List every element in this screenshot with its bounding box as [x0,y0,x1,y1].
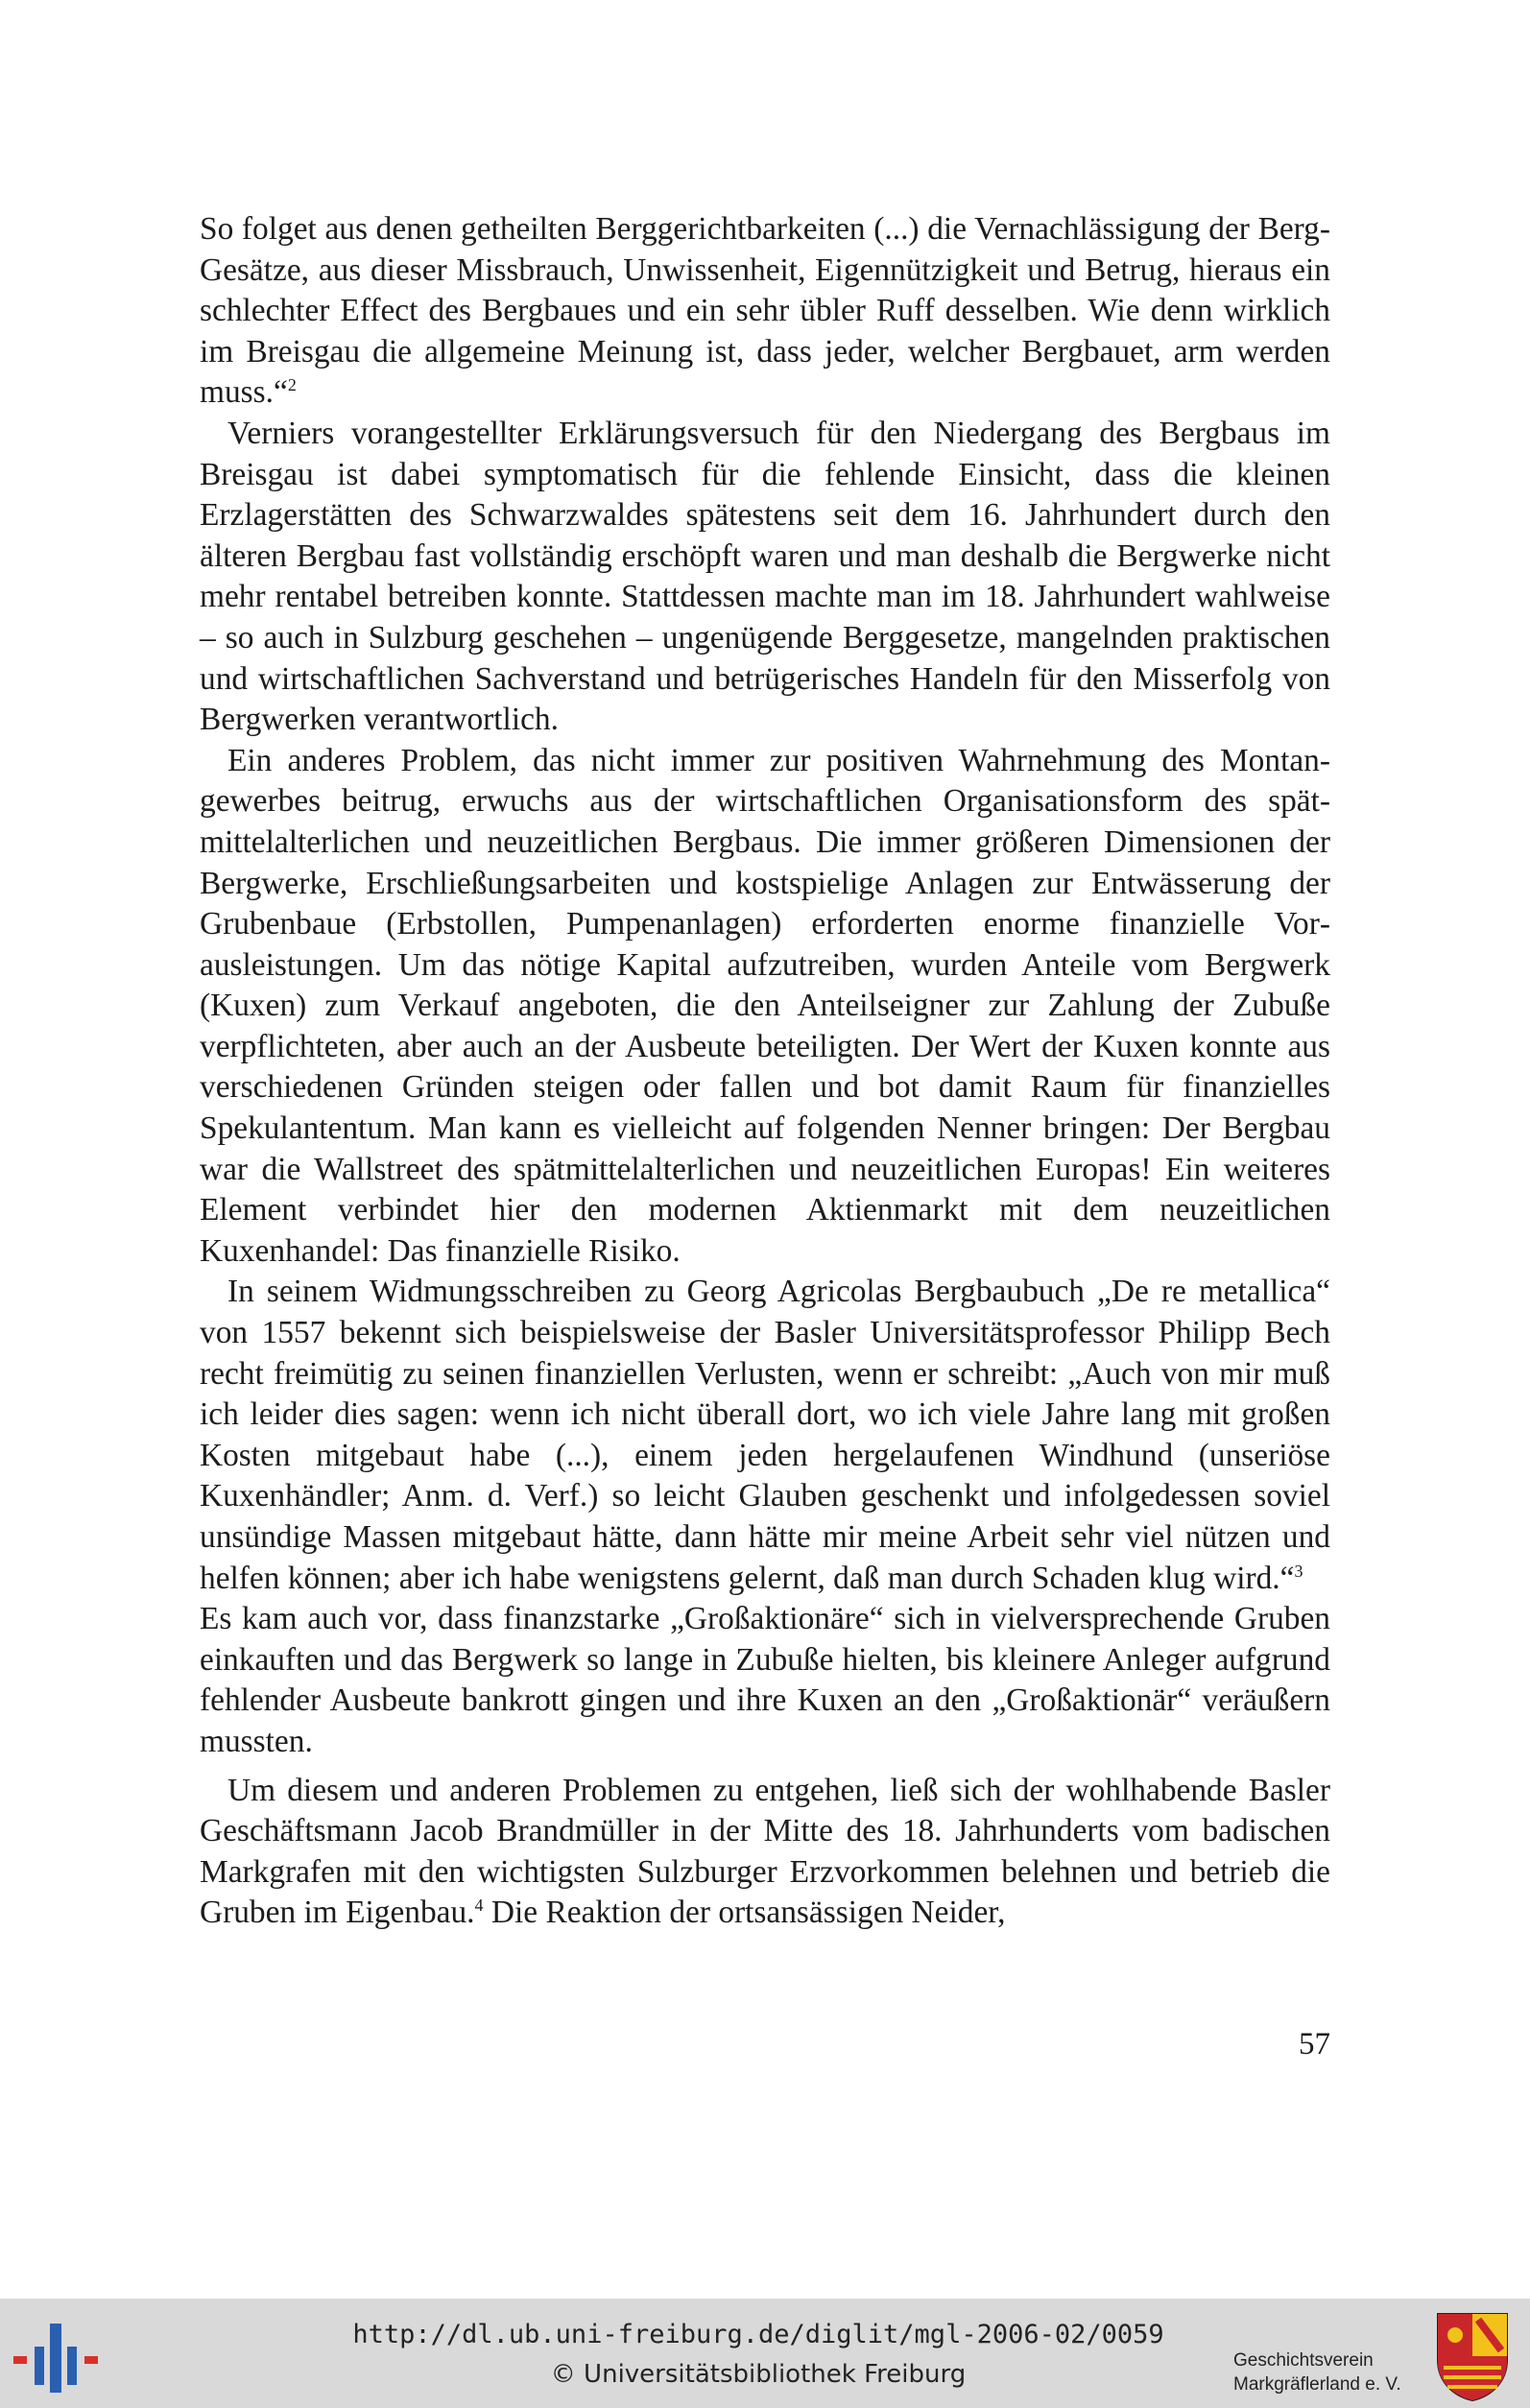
paragraph: Ein anderes Problem, das nicht immer zur positiven Wahrnehmung des Montangewerbes beitrug, erwuchs aus der wirtschaftlichen Organisationsform des spätmittelalterlichen und neuzeitlichen Bergbaus. Die immer größeren Dimensionen der Bergwerke, Erschließungsarbeiten und kostspielige Anlagen zur Entwässerung der Grubenbaue (Erbstollen, Pumpenanlagen) erforderten enorme finanzielle Vorausleistungen. Um das nötige Kapital aufzutreiben, wurden Anteile vom Bergwerk (Kuxen) zum Verkauf angeboten, die den Anteilseigner zur Zahlung der Zubuße verpflichteten, aber auch an der Ausbeute beteiligten. Der Wert der Kuxen konnte aus verschiedenen Gründen steigen oder fallen und bot damit Raum für finanzielles Spekulantentum. Man kann es vielleicht auf folgenden Nenner bringen: Der Bergbau war die Wallstreet des spätmittelalterlichen und neuzeitlichen Europas! Ein weiteres Element verbindet hier den modernen Aktienmarkt mit dem neuzeitlichen Kuxenhandel: Das finanzielle Risiko. [200,742,1330,1269]
footnote-ref-2[interactable]: 2 [287,375,297,395]
society-name [1233,2348,1425,2396]
society-name-line1: Geschichtsverein [1233,2350,1374,2371]
footnote-ref-3[interactable]: 3 [1294,1561,1303,1581]
permalink-url[interactable]: http://dl.ub.uni-freiburg.de/diglit/mgl-2006-02/0059 [352,2320,1164,2349]
paragraph: In seinem Widmungsschreiben zu Georg Agricolas Bergbaubuch „De re metallica“ von 1557 bekennt sich beispielsweise der Basler Universitätsprofessor Philipp Bech recht freimütig zu seinen finanziellen Verlusten, wenn er schreibt: „Auch von mir muß ich leider dies sagen: wenn ich nicht überall dort, wo ich viele Jahre lang mit großen Kosten mitgebaut habe (...), einem jeden hergelaufenen Windhund (unseriöse Kuxenhändler; Anm. d. Verf.) so leicht Glauben geschenkt und infolgedessen soviel unsündige Massen mitgebaut hätte, dann hätte mir meine Arbeit sehr viel nützen und helfen können; aber ich habe wenigstens gelernt, daß man durch Schaden klug wird.“$^3$ [200,1274,1330,1596]
paragraph: Es kam auch vor, dass finanzstarke „Großaktionäre“ sich in vielversprechende Gruben einkauften und das Bergwerk so lange in Zubuße hielten, bis kleinere Anleger aufgrund fehlender Ausbeute bankrott gingen und ihre Kuxen an den „Großaktionär“ veräußern mussten. [200,1601,1330,1759]
footnote-ref-4[interactable]: 4 [474,1895,484,1916]
copyright-notice: © Universitätsbibliothek Freiburg [550,2360,967,2389]
coat-of-arms-icon [1434,2310,1511,2402]
paragraph: Um diesem und anderen Problemen zu entgehen, ließ sich der wohlhabende Basler Geschäftsmann Jacob Brandmüller in der Mitte des 18. Jahrhunderts vom badischen Markgrafen mit den wichtigsten Sulzburger Erzvorkommen belehnen und betrieb die Gruben im Eigenbau.$^4$ Die Reaktion der ortsansässigen Neider, [200,1772,1330,1931]
quote-paragraph: So folget aus denen getheilten Berggerichtbarkeiten (...) die Vernachlässigung der Berg-Gesätze, aus dieser Missbrauch, Unwissenheit, Eigennützigkeit und Betrug, hieraus ein schlechter Effect des Bergbaues und ein sehr übler Ruff desselben. Wie denn wirklich im Breisgau die allgemeine Meinung ist, dass jeder, welcher Bergbauet, arm werden muss.“$^2$ [200,211,1330,411]
body-text [200,209,1330,1934]
society-name-line2: Markgräflerland e. V. [1233,2374,1401,2395]
library-logo-icon[interactable] [13,2318,100,2398]
paragraph: Verniers vorangestellter Erklärungsversuch für den Niedergang des Bergbaus im Breisgau ist dabei symptomatisch für die fehlende Einsicht, dass die kleinen Erzlagerstätten des Schwarzwaldes spätestens seit dem 16. Jahrhundert durch den älteren Bergbau fast vollständig erschöpft waren und man deshalb die Bergwerke nicht mehr rentabel betreiben konnte. Stattdessen machte man im 18. Jahrhundert wahlweise – so auch in Sulzburg geschehen – ungenügende Berggesetze, mangelnden praktischen und wirtschaftlichen Sachverstand und betrügerisches Handeln für den Misserfolg von Bergwerken verantwortlich. [200,415,1330,738]
footer-bar [0,2299,1530,2408]
page-number: 57 [1299,2027,1330,2062]
